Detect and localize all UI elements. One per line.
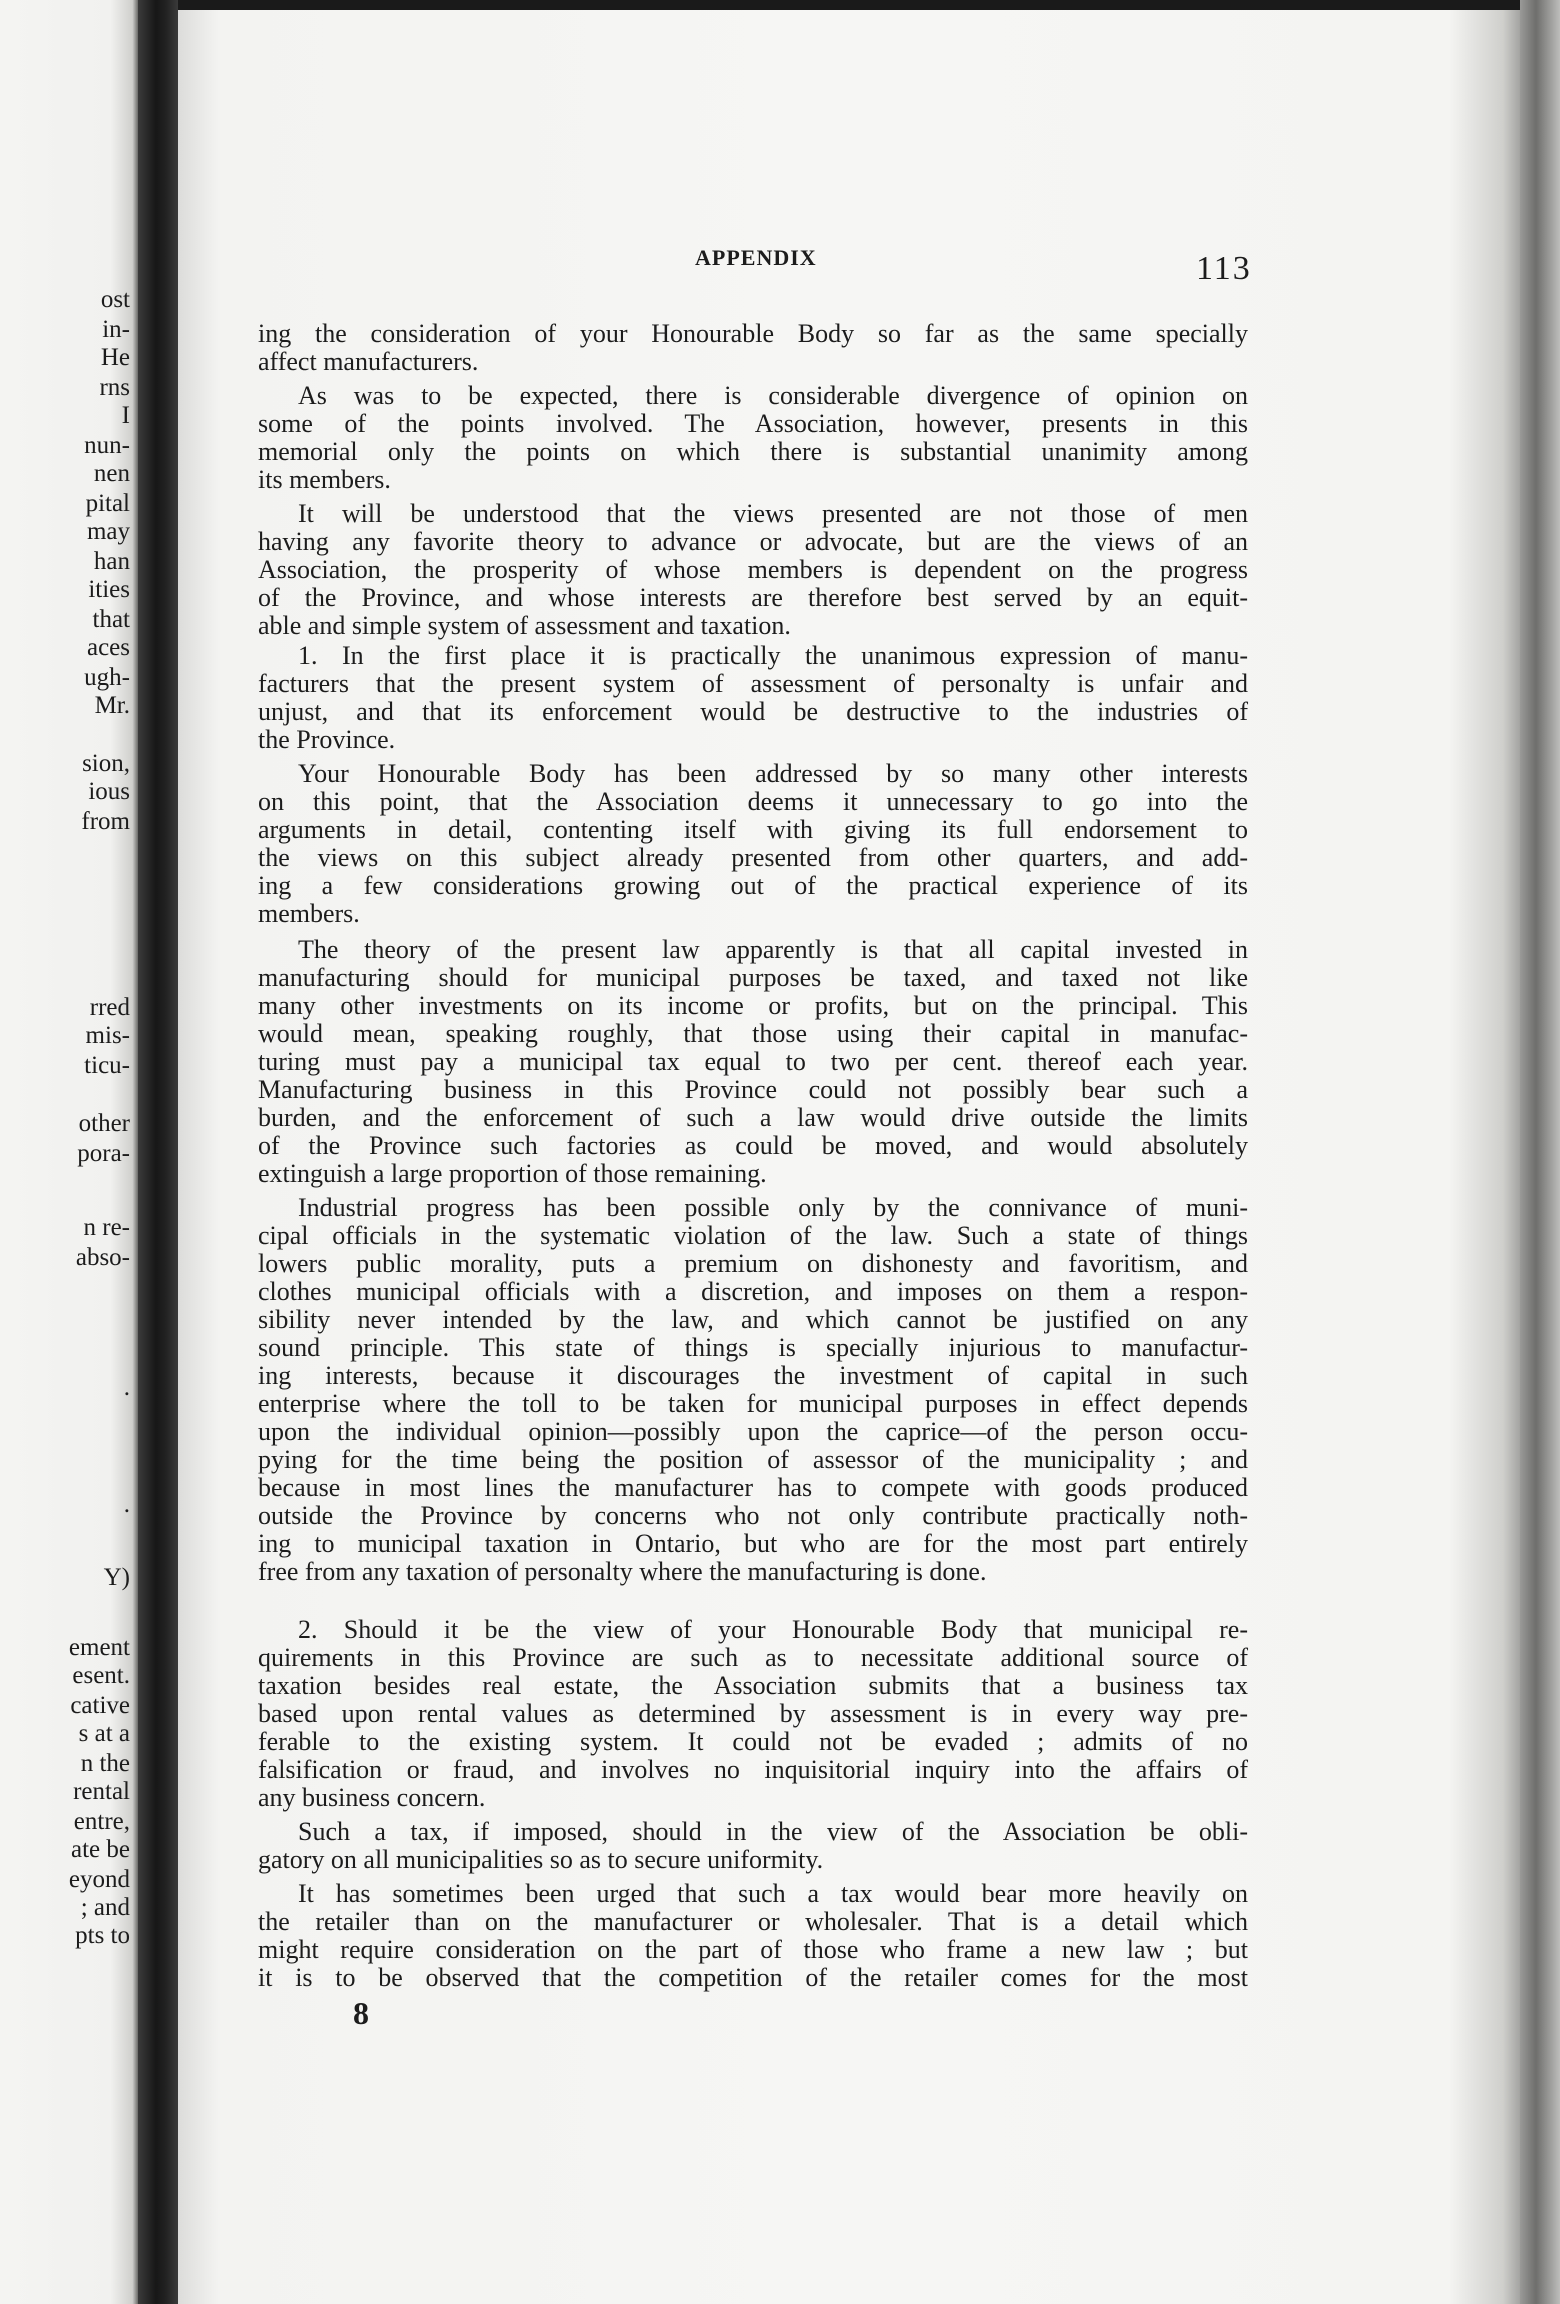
facing-page-line: ; and (80, 1894, 130, 1921)
facing-page-line: that (92, 606, 130, 633)
text-line: affect manufacturers. (258, 347, 479, 376)
text-line: ing interests, because it discourages the investment of capital in such (258, 1361, 1248, 1390)
text-line: having any favorite theory to advance or advocate, but are the views of an (258, 527, 1248, 556)
facing-page-line: rns (99, 374, 130, 401)
facing-page-line: He (100, 344, 130, 371)
facing-page-line: pital (85, 490, 130, 517)
text-line: It will be understood that the views presented are not those of men (298, 499, 1248, 528)
facing-page-line: ate be (71, 1836, 130, 1863)
text-line: enterprise where the toll to be taken for municipal purposes in effect depends (258, 1389, 1248, 1418)
text-line: cipal officials in the systematic violation of the law. Such a state of things (258, 1221, 1248, 1250)
facing-page-line: sion, (82, 750, 130, 777)
text-line: the Province. (258, 725, 396, 754)
book-gutter (138, 0, 178, 2304)
facing-page-line: ticu- (84, 1052, 130, 1079)
facing-page-line: . (123, 1374, 130, 1401)
text-line: turing must pay a municipal tax equal to two per cent. thereof each year. (258, 1047, 1248, 1076)
text-line: Association, the prosperity of whose members is dependent on the progress (258, 555, 1248, 584)
facing-page-line: n the (80, 1750, 130, 1777)
text-line: ing the consideration of your Honourable Body so far as the same specially (258, 319, 1248, 348)
text-line: unjust, and that its enforcement would be destructive to the industries of (258, 697, 1248, 726)
text-line: extinguish a large proportion of those remaining. (258, 1159, 767, 1188)
text-line: sibility never intended by the law, and which cannot be justified on any (258, 1305, 1248, 1334)
text-line: falsification or fraud, and involves no inquisitorial inquiry into the affairs of (258, 1755, 1248, 1784)
facing-page-line: . (123, 1491, 130, 1518)
facing-page (0, 0, 138, 2304)
facing-page-line: eyond (68, 1866, 130, 1893)
text-line: 2. Should it be the view of your Honourable Body that municipal re- (298, 1615, 1248, 1644)
text-line: might require consideration on the part of those who frame a new law ; but (258, 1935, 1248, 1964)
facing-page-line: n re- (83, 1214, 130, 1241)
text-line: pying for the time being the position of assessor of the municipality ; and (258, 1445, 1248, 1474)
text-line: able and simple system of assessment and taxation. (258, 611, 791, 640)
facing-page-line: may (86, 518, 130, 545)
facing-page-line: ugh- (84, 664, 130, 691)
signature-mark: 8 (353, 1995, 369, 2031)
text-line: As was to be expected, there is considerable divergence of opinion on (298, 381, 1248, 410)
text-line: burden, and the enforcement of such a law would drive outside the limits (258, 1103, 1248, 1132)
facing-page-line: rred (89, 994, 130, 1021)
facing-page-line: from (81, 808, 130, 835)
text-line: Such a tax, if imposed, should in the view of the Association be obli- (298, 1817, 1248, 1846)
text-line: on this point, that the Association deems it unnecessary to go into the (258, 787, 1248, 816)
facing-page-line: in- (102, 316, 130, 343)
text-line: any business concern. (258, 1783, 486, 1812)
text-line: the views on this subject already presented from other quarters, and add- (258, 843, 1248, 872)
text-line: upon the individual opinion—possibly upon the caprice—of the person occu- (258, 1417, 1248, 1446)
text-line: 1. In the first place it is practically the unanimous expression of manu- (298, 641, 1248, 670)
text-line: quirements in this Province are such as to necessitate additional source of (258, 1643, 1248, 1672)
text-line: would mean, speaking roughly, that those using their capital in manufac- (258, 1019, 1248, 1048)
text-line: some of the points involved. The Association, however, presents in this (258, 409, 1248, 438)
facing-page-line: ities (88, 576, 130, 603)
facing-page-line: abso- (75, 1244, 130, 1271)
text-line: based upon rental values as determined by assessment is in every way pre- (258, 1699, 1248, 1728)
text-line: Your Honourable Body has been addressed by so many other interests (298, 759, 1248, 788)
text-line: because in most lines the manufacturer has to compete with goods produced (258, 1473, 1248, 1502)
text-line: arguments in detail, contenting itself with giving its full endorsement to (258, 815, 1248, 844)
text-line: Manufacturing business in this Province could not possibly bear such a (258, 1075, 1248, 1104)
running-header: APPENDIX (695, 245, 817, 270)
text-line: ferable to the existing system. It could not be evaded ; admits of no (258, 1727, 1248, 1756)
facing-page-line: aces (86, 634, 130, 661)
text-line: manufacturing should for municipal purposes be taxed, and taxed not like (258, 963, 1248, 992)
text-line: lowers public morality, puts a premium on dishonesty and favoritism, and (258, 1249, 1248, 1278)
facing-page-line: entre, (73, 1808, 130, 1835)
text-line: The theory of the present law apparently is that all capital invested in (298, 935, 1248, 964)
text-line: outside the Province by concerns who not only contribute practically noth- (258, 1501, 1248, 1530)
facing-page-line: s at a (78, 1720, 130, 1747)
text-line: clothes municipal officials with a discretion, and imposes on them a respon- (258, 1277, 1248, 1306)
text-line: Industrial progress has been possible only by the connivance of muni- (298, 1193, 1248, 1222)
facing-page-line: ement (68, 1634, 130, 1661)
text-line: members. (258, 899, 360, 928)
facing-page-line: rental (73, 1778, 130, 1805)
text-line: the retailer than on the manufacturer or wholesaler. That is a detail which (258, 1907, 1248, 1936)
text-line: many other investments on its income or profits, but on the principal. This (258, 991, 1248, 1020)
text-line: taxation besides real estate, the Association submits that a business tax (258, 1671, 1248, 1700)
text-line: it is to be observed that the competition of the retailer comes for the most (258, 1963, 1248, 1992)
facing-page-line: nen (93, 460, 130, 487)
page-number: 113 (1196, 250, 1252, 287)
facing-page-line: Y) (103, 1564, 130, 1591)
text-line: of the Province, and whose interests are therefore best served by an equit- (258, 583, 1248, 612)
facing-page-line: ost (100, 286, 130, 313)
text-line: ing a few considerations growing out of the practical experience of its (258, 871, 1248, 900)
text-line: It has sometimes been urged that such a tax would bear more heavily on (298, 1879, 1248, 1908)
facing-page-line: other (78, 1110, 130, 1137)
facing-page-line: I (121, 402, 130, 429)
facing-page-line: ious (88, 778, 130, 805)
page-edge (1520, 0, 1560, 2304)
text-line: free from any taxation of personalty where the manufacturing is done. (258, 1557, 987, 1586)
text-line: its members. (258, 465, 391, 494)
facing-page-line: nun- (84, 432, 130, 459)
text-line: sound principle. This state of things is specially injurious to manufactur- (258, 1333, 1248, 1362)
text-line: gatory on all municipalities so as to secure uniformity. (258, 1845, 824, 1874)
facing-page-line: pts to (75, 1922, 130, 1949)
facing-page-line: Mr. (94, 692, 130, 719)
text-line: memorial only the points on which there is substantial unanimity among (258, 437, 1248, 466)
facing-page-line: pora- (77, 1140, 130, 1167)
text-line: facturers that the present system of assessment of personalty is unfair and (258, 669, 1248, 698)
facing-page-line: cative (70, 1692, 130, 1719)
text-line: of the Province such factories as could be moved, and would absolutely (258, 1131, 1248, 1160)
text-line: ing to municipal taxation in Ontario, but who are for the most part entirely (258, 1529, 1248, 1558)
facing-page-line: han (93, 548, 130, 575)
facing-page-line: mis- (85, 1022, 130, 1049)
facing-page-line: esent. (72, 1662, 130, 1689)
